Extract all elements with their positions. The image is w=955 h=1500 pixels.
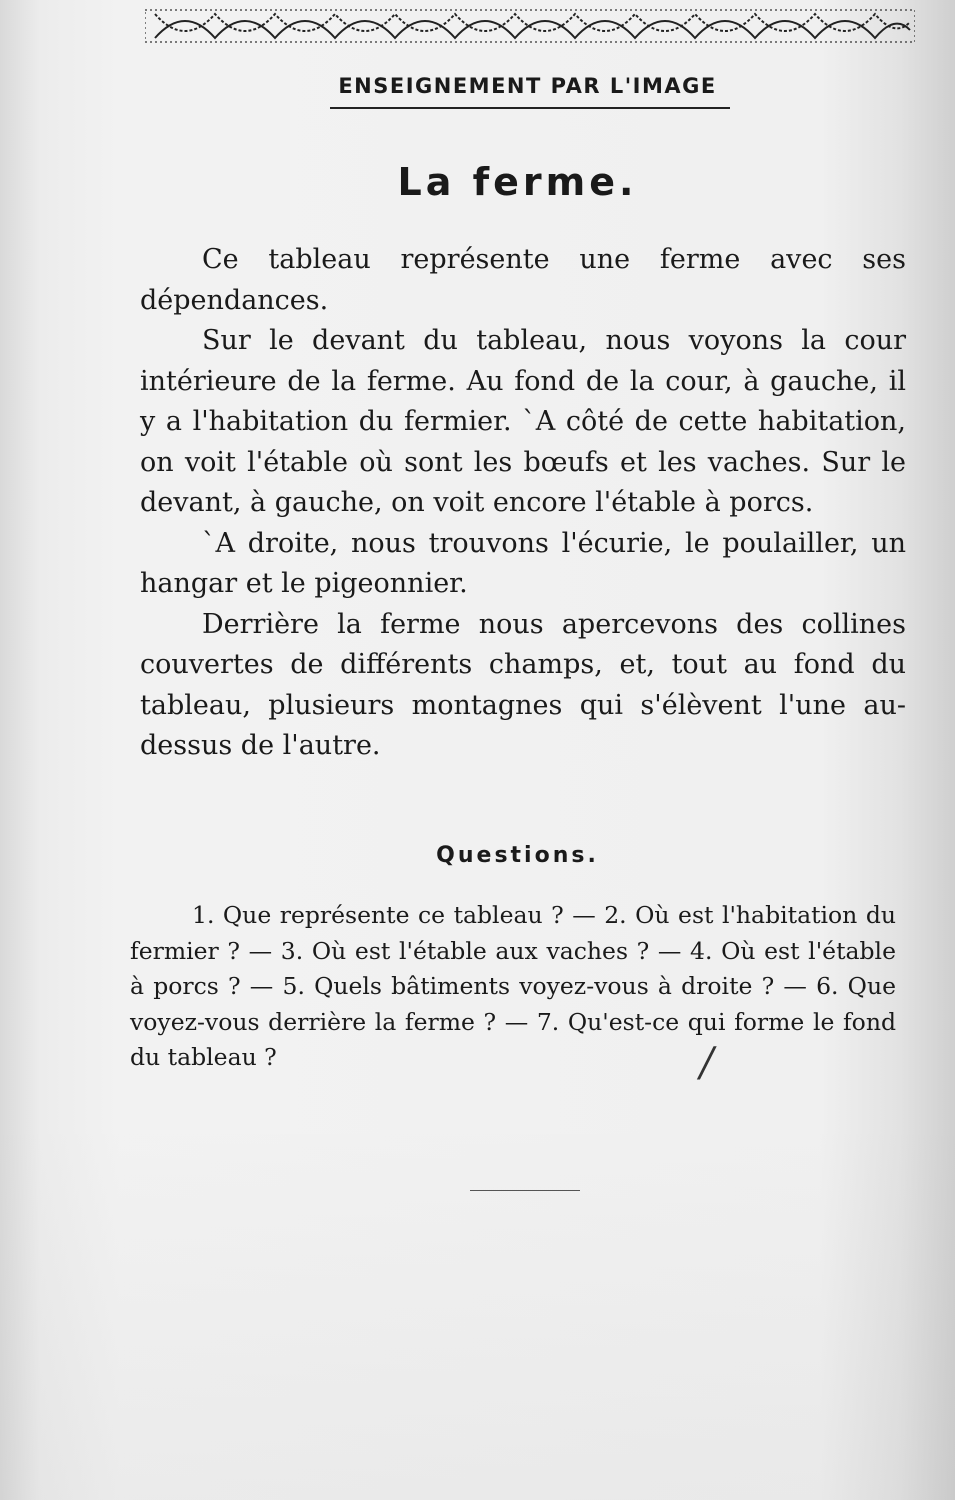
header-rule: [330, 107, 730, 109]
end-rule: [470, 1190, 580, 1191]
questions-heading: Questions.: [436, 843, 599, 868]
paragraph-3: `A droite, nous trouvons l'écurie, le poulailler, un hangar et le pigeonnier.: [140, 527, 906, 599]
questions-text: 1. Que représente ce tableau ? — 2. Où est l'habitation du fermier ? — 3. Où est l'étable aux vaches ? — 4. Où est l'étable à porcs ? — 5. Quels bâtiments voyez-vous à droite ? — 6. Que voyez-vous derrière la ferme ? — 7. Qu'est-ce qui forme le fond du tableau ?: [130, 901, 896, 1071]
running-head: ENSEIGNEMENT PAR L'IMAGE: [338, 74, 717, 98]
handwritten-check-mark: /: [700, 1040, 714, 1086]
body-text: [140, 240, 906, 767]
decorative-border-ornament: [145, 8, 915, 44]
page-title: La ferme.: [397, 160, 638, 204]
paragraph-2: Sur le devant du tableau, nous voyons la cour intérieure de la ferme. Au fond de la cour, à gauche, il y a l'habitation du fermier. `A côté de cette habitation, on voit l'étable où sont les bœufs et les vaches. Sur le devant, à gauche, on voit encore l'étable à porcs.: [140, 325, 906, 518]
questions-list: [130, 898, 896, 1076]
paragraph-4: Derrière la ferme nous apercevons des collines couvertes de différents champs, et, tout au fond du tableau, plusieurs montagnes qui s'élèvent l'une au-dessus de l'autre.: [140, 608, 906, 761]
paragraph-1: Ce tableau représente une ferme avec ses dépendances.: [140, 244, 906, 316]
show-through-shadow: [0, 1120, 955, 1500]
